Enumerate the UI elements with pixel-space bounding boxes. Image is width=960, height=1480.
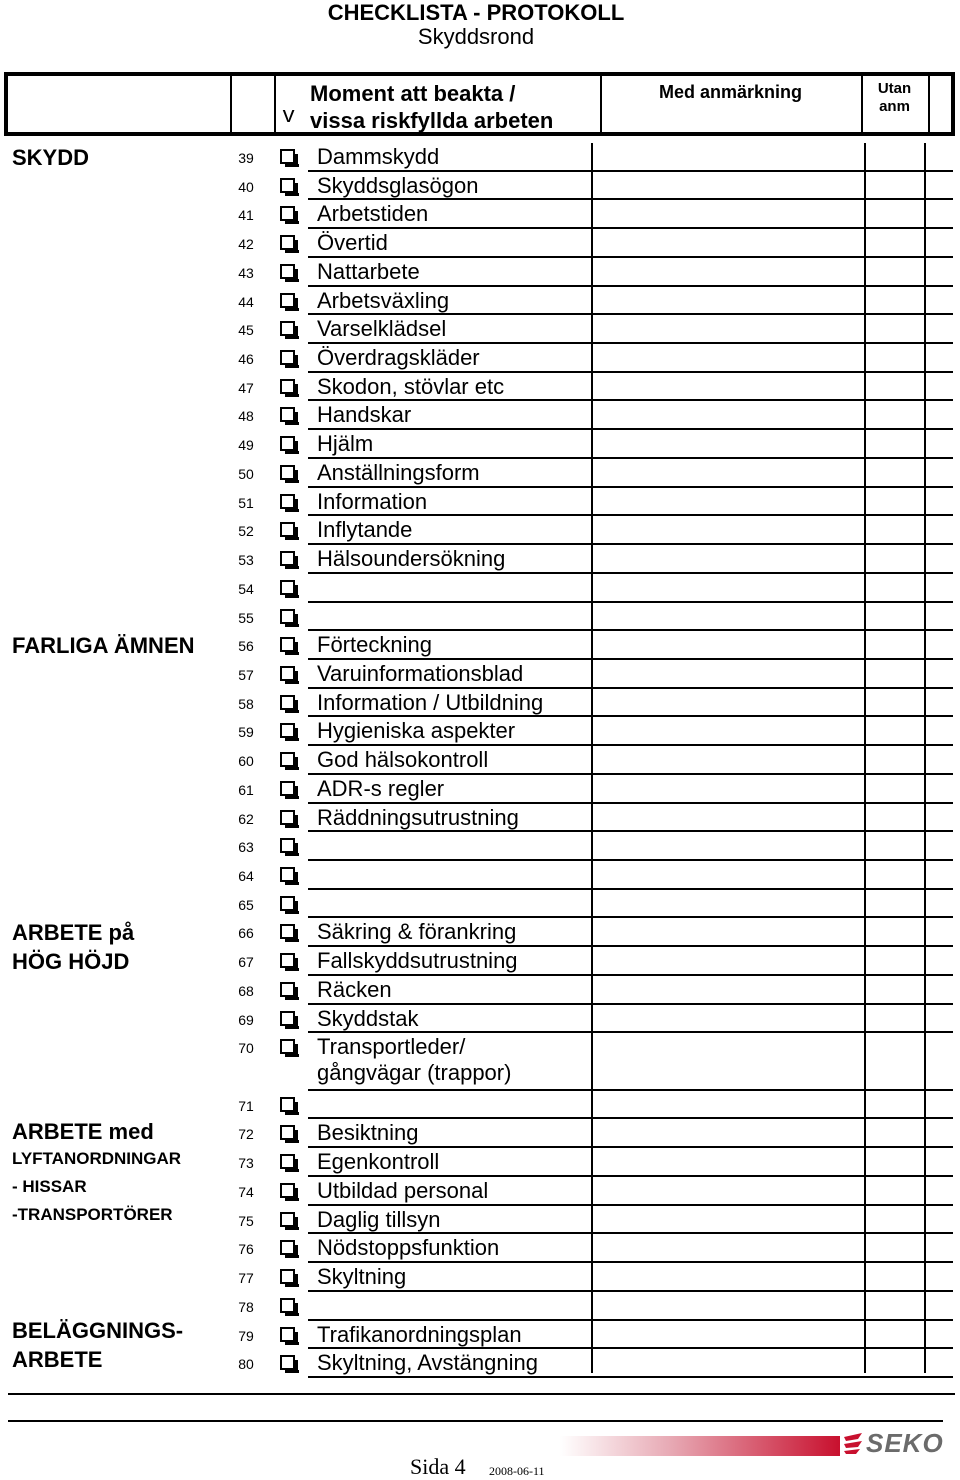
utan-anm-cell[interactable]	[866, 229, 924, 256]
item-label: Information / Utbildning	[317, 689, 544, 715]
checkbox-icon[interactable]	[280, 1240, 295, 1255]
remark-cell[interactable]	[593, 1148, 864, 1175]
item-label: Anställningsform	[317, 459, 480, 485]
row-number: 58	[238, 695, 254, 712]
section-label-line: ARBETE med	[12, 1119, 154, 1144]
remark-cell[interactable]	[593, 775, 864, 802]
remark-cell[interactable]	[593, 373, 864, 400]
checkbox-icon[interactable]	[280, 407, 295, 422]
utan-anm-cell[interactable]	[866, 545, 924, 572]
header-divider	[230, 76, 232, 132]
row-number: 74	[238, 1183, 254, 1200]
remark-cell[interactable]	[593, 1005, 864, 1032]
utan-anm-cell[interactable]	[866, 918, 924, 945]
remark-cell[interactable]	[593, 804, 864, 831]
remark-cell[interactable]	[593, 947, 864, 974]
utan-anm-cell[interactable]	[866, 459, 924, 486]
item-label: Dammskydd	[317, 144, 440, 169]
item-label: Varselklädsel	[317, 316, 447, 342]
column-utan-label-line1: Utan	[877, 80, 912, 97]
row-number: 44	[238, 293, 254, 310]
row-number: 41	[238, 207, 254, 224]
row-number: 46	[238, 351, 254, 368]
utan-anm-cell[interactable]	[866, 1033, 924, 1088]
item-label: Transportleder/	[317, 1034, 466, 1060]
item-label: Räcken	[317, 976, 392, 1002]
row-number: 40	[238, 178, 254, 195]
utan-anm-cell[interactable]	[866, 660, 924, 687]
remark-cell[interactable]	[593, 660, 864, 687]
header-divider	[274, 76, 276, 132]
checkbox-icon[interactable]	[280, 723, 295, 738]
remark-cell[interactable]	[593, 459, 864, 486]
remark-cell[interactable]	[593, 976, 864, 1003]
row-number: 50	[238, 465, 254, 482]
row-number: 57	[238, 666, 254, 683]
row-number: 45	[238, 322, 254, 339]
utan-anm-cell[interactable]	[866, 689, 924, 716]
column-moment-label	[310, 80, 553, 134]
checkbox-icon[interactable]	[280, 321, 295, 336]
item-label: Information	[317, 488, 428, 514]
item-label: Utbildad personal	[317, 1177, 489, 1203]
utan-anm-cell[interactable]	[866, 603, 924, 630]
utan-anm-cell[interactable]	[866, 746, 924, 773]
checkbox-icon[interactable]	[280, 1212, 295, 1227]
section-label-line: FARLIGA ÄMNEN	[12, 633, 195, 658]
row-number: 63	[238, 839, 254, 856]
remark-cell[interactable]	[593, 1234, 864, 1261]
remark-cell[interactable]	[593, 287, 864, 314]
item-label: Övertid	[317, 230, 388, 256]
row-number: 49	[238, 437, 254, 454]
utan-anm-cell[interactable]	[866, 1091, 924, 1118]
row-number: 76	[238, 1241, 254, 1258]
checkbox-icon[interactable]	[280, 1269, 295, 1284]
checkbox-icon[interactable]	[280, 264, 295, 279]
section-label-line: ARBETE	[12, 1347, 103, 1372]
item-label: Hygieniska aspekter	[317, 718, 516, 744]
item-label: Arbetstiden	[317, 201, 429, 227]
item-label: Skyddsglasögon	[317, 172, 479, 198]
page-number: Sida 4	[410, 1454, 466, 1479]
utan-anm-cell[interactable]	[866, 775, 924, 802]
checkbox-icon[interactable]	[280, 206, 295, 221]
utan-anm-cell[interactable]	[866, 861, 924, 888]
checkbox-icon[interactable]	[280, 293, 295, 308]
item-label: Skodon, stövlar etc	[317, 373, 505, 399]
utan-anm-cell[interactable]	[866, 1119, 924, 1146]
checkbox-icon[interactable]	[280, 810, 295, 825]
item-label: Egenkontroll	[317, 1149, 440, 1175]
row-number: 75	[238, 1212, 254, 1229]
remark-cell[interactable]	[593, 1177, 864, 1204]
remark-cell[interactable]	[593, 1033, 864, 1088]
item-label: Nödstoppsfunktion	[317, 1235, 500, 1261]
checkbox-icon[interactable]	[280, 551, 295, 566]
remark-cell[interactable]	[593, 890, 864, 917]
checkbox-icon[interactable]	[280, 465, 295, 480]
utan-anm-cell[interactable]	[866, 1349, 924, 1376]
checkbox-icon[interactable]	[280, 609, 295, 624]
row-number: 48	[238, 408, 254, 425]
utan-anm-cell[interactable]	[866, 631, 924, 658]
utan-anm-cell[interactable]	[866, 258, 924, 285]
item-label: Handskar	[317, 402, 412, 428]
utan-anm-cell[interactable]	[866, 143, 924, 170]
section-label-line: BELÄGGNINGS-	[12, 1318, 184, 1343]
checkbox-icon[interactable]	[280, 953, 295, 968]
item-label: Hjälm	[317, 431, 374, 457]
row-number: 64	[238, 868, 254, 884]
row-number: 67	[238, 954, 254, 971]
item-label: Överdragskläder	[317, 345, 480, 371]
remark-cell[interactable]	[593, 545, 864, 572]
utan-anm-cell[interactable]	[866, 200, 924, 227]
document-title: CHECKLISTA - PROTOKOLL	[327, 0, 625, 25]
utan-anm-cell[interactable]	[866, 1177, 924, 1204]
item-label: Nattarbete	[317, 258, 420, 284]
row-number: 39	[238, 150, 254, 166]
checkbox-icon[interactable]	[280, 178, 295, 193]
checkbox-icon[interactable]	[280, 436, 295, 451]
table-header	[4, 72, 955, 136]
checkbox-icon[interactable]	[280, 1327, 295, 1342]
remark-cell[interactable]	[593, 229, 864, 256]
item-label: Skyddstak	[317, 1005, 419, 1031]
checkbox-icon[interactable]	[280, 1154, 295, 1169]
item-label: Säkring & förankring	[317, 919, 517, 945]
utan-anm-cell[interactable]	[866, 287, 924, 314]
seko-logo: SEKO	[866, 1428, 944, 1458]
item-label: ADR-s regler	[317, 775, 445, 801]
remark-cell[interactable]	[593, 717, 864, 744]
utan-anm-cell[interactable]	[866, 976, 924, 1003]
utan-anm-cell[interactable]	[866, 1292, 924, 1319]
column-moment-label-line1: Moment att beakta /	[310, 81, 516, 106]
section-label-sub	[12, 1145, 181, 1229]
remark-cell[interactable]	[593, 1091, 864, 1118]
row-number: 47	[238, 379, 254, 396]
section-label-line: - HISSAR	[12, 1177, 87, 1196]
row-number: 65	[238, 896, 254, 913]
footer-rule	[8, 1393, 955, 1395]
checkbox-icon[interactable]	[280, 149, 295, 164]
utan-anm-cell[interactable]	[866, 1005, 924, 1032]
remark-cell[interactable]	[593, 631, 864, 658]
row-number: 53	[238, 552, 254, 569]
column-remark-label: Med anmärkning	[658, 82, 803, 102]
row-divider	[308, 1376, 953, 1378]
section-label	[12, 1117, 154, 1146]
footer-rule	[8, 1420, 943, 1422]
utan-anm-cell[interactable]	[866, 401, 924, 428]
section-label-line: LYFTANORDNINGAR	[12, 1149, 182, 1168]
row-number: 62	[238, 810, 254, 827]
row-number: 79	[238, 1327, 254, 1344]
section-label	[12, 143, 89, 172]
row-number: 72	[238, 1126, 254, 1143]
checkbox-icon[interactable]	[280, 867, 295, 882]
column-divider	[924, 143, 926, 1373]
row-number: 59	[238, 724, 254, 741]
utan-anm-cell[interactable]	[866, 1234, 924, 1261]
column-moment-label-line2: vissa riskfyllda arbeten	[310, 108, 554, 133]
row-number: 66	[238, 925, 254, 942]
row-number: 68	[238, 982, 254, 999]
remark-cell[interactable]	[593, 1119, 864, 1146]
item-label: Besiktning	[317, 1120, 419, 1146]
remark-cell[interactable]	[593, 516, 864, 543]
footer-accent-bar	[560, 1436, 840, 1456]
checkbox-icon[interactable]	[280, 695, 295, 710]
column-v-label: v	[282, 104, 296, 129]
row-number: 69	[238, 1011, 254, 1028]
remark-cell[interactable]	[593, 1206, 864, 1233]
section-label	[12, 631, 195, 660]
seko-logo-mark-icon	[842, 1431, 864, 1455]
checkbox-icon[interactable]	[280, 1183, 295, 1198]
checkbox-icon[interactable]	[280, 896, 295, 911]
item-label: Trafikanordningsplan	[317, 1321, 522, 1347]
remark-cell[interactable]	[593, 172, 864, 199]
checkbox-icon[interactable]	[280, 1355, 295, 1370]
utan-anm-cell[interactable]	[866, 1263, 924, 1290]
checkbox-icon[interactable]	[280, 494, 295, 509]
utan-anm-cell[interactable]	[866, 890, 924, 917]
item-label-line2: gångvägar (trappor)	[317, 1060, 512, 1086]
item-label: Fallskyddsutrustning	[317, 948, 518, 974]
item-label: Daglig tillsyn	[317, 1206, 441, 1232]
utan-anm-cell[interactable]	[866, 172, 924, 199]
item-label: Skyltning, Avstängning	[317, 1350, 538, 1376]
section-label-line: SKYDD	[12, 145, 90, 170]
row-number: 77	[238, 1270, 254, 1287]
section-label	[12, 918, 134, 976]
checkbox-icon[interactable]	[280, 1011, 295, 1026]
section-label-line: ARBETE på	[12, 920, 135, 945]
item-label: Skyltning	[317, 1264, 407, 1290]
checkbox-icon[interactable]	[280, 1097, 295, 1112]
utan-anm-cell[interactable]	[866, 344, 924, 371]
row-number: 80	[238, 1356, 254, 1373]
remark-cell[interactable]	[593, 1263, 864, 1290]
document-subtitle: Skyddsrond	[417, 24, 535, 49]
header-divider	[928, 76, 930, 132]
remark-cell[interactable]	[593, 258, 864, 285]
item-label: Inflytande	[317, 517, 413, 543]
column-utan-label-line2: anm	[879, 98, 910, 115]
remark-cell[interactable]	[593, 1292, 864, 1319]
remark-cell[interactable]	[593, 315, 864, 342]
remark-cell[interactable]	[593, 574, 864, 601]
item-label: Räddningsutrustning	[317, 804, 519, 830]
remark-cell[interactable]	[593, 832, 864, 859]
utan-anm-cell[interactable]	[866, 832, 924, 859]
item-label: God hälsokontroll	[317, 747, 489, 773]
item-label: Hälsoundersökning	[317, 546, 506, 572]
remark-cell[interactable]	[593, 603, 864, 630]
utan-anm-cell[interactable]	[866, 1206, 924, 1233]
footer-date: 2008-06-11	[489, 1464, 545, 1478]
remark-cell[interactable]	[593, 200, 864, 227]
row-number: 51	[238, 494, 254, 511]
row-number: 43	[238, 264, 254, 281]
checkbox-icon[interactable]	[280, 235, 295, 250]
utan-anm-cell[interactable]	[866, 488, 924, 515]
item-label: Arbetsväxling	[317, 287, 450, 313]
checkbox-icon[interactable]	[280, 522, 295, 537]
column-utan-label	[861, 80, 928, 116]
row-number: 55	[238, 609, 254, 626]
item-label: Varuinformationsblad	[317, 660, 524, 686]
checkbox-icon[interactable]	[280, 666, 295, 681]
remark-cell[interactable]	[593, 1349, 864, 1376]
checkbox-icon[interactable]	[280, 982, 295, 997]
checkbox-icon[interactable]	[280, 350, 295, 365]
checkbox-icon[interactable]	[280, 1125, 295, 1140]
remark-cell[interactable]	[593, 918, 864, 945]
remark-cell[interactable]	[593, 1321, 864, 1348]
row-number: 70	[238, 1040, 254, 1057]
checkbox-icon[interactable]	[280, 752, 295, 767]
remark-cell[interactable]	[593, 401, 864, 428]
utan-anm-cell[interactable]	[866, 947, 924, 974]
checkbox-icon[interactable]	[280, 580, 295, 595]
row-number: 71	[238, 1097, 254, 1114]
utan-anm-cell[interactable]	[866, 804, 924, 831]
row-number: 60	[238, 753, 254, 770]
remark-cell[interactable]	[593, 430, 864, 457]
checkbox-icon[interactable]	[280, 637, 295, 652]
row-number: 56	[238, 638, 254, 655]
utan-anm-cell[interactable]	[866, 1148, 924, 1175]
row-number: 52	[238, 523, 254, 540]
checkbox-icon[interactable]	[280, 379, 295, 394]
utan-anm-cell[interactable]	[866, 717, 924, 744]
remark-cell[interactable]	[593, 488, 864, 515]
utan-anm-cell[interactable]	[866, 516, 924, 543]
section-label-line: HÖG HÖJD	[12, 949, 130, 974]
section-label-line: -TRANSPORTÖRER	[12, 1205, 173, 1224]
row-number: 54	[238, 580, 254, 597]
row-number: 73	[238, 1155, 254, 1172]
utan-anm-cell[interactable]	[866, 574, 924, 601]
utan-anm-cell[interactable]	[866, 373, 924, 400]
utan-anm-cell[interactable]	[866, 1321, 924, 1348]
remark-cell[interactable]	[593, 344, 864, 371]
section-label	[12, 1316, 183, 1374]
row-number: 42	[238, 236, 254, 253]
remark-cell[interactable]	[593, 746, 864, 773]
checkbox-icon[interactable]	[280, 838, 295, 853]
checkbox-icon[interactable]	[280, 1039, 295, 1054]
checkbox-icon[interactable]	[280, 1298, 295, 1313]
row-number: 61	[238, 781, 254, 798]
item-label: Förteckning	[317, 632, 432, 658]
row-number: 78	[238, 1298, 254, 1315]
checkbox-icon[interactable]	[280, 781, 295, 796]
remark-cell[interactable]	[593, 143, 864, 170]
remark-cell[interactable]	[593, 861, 864, 888]
remark-cell[interactable]	[593, 689, 864, 716]
utan-anm-cell[interactable]	[866, 430, 924, 457]
utan-anm-cell[interactable]	[866, 315, 924, 342]
checkbox-icon[interactable]	[280, 924, 295, 939]
